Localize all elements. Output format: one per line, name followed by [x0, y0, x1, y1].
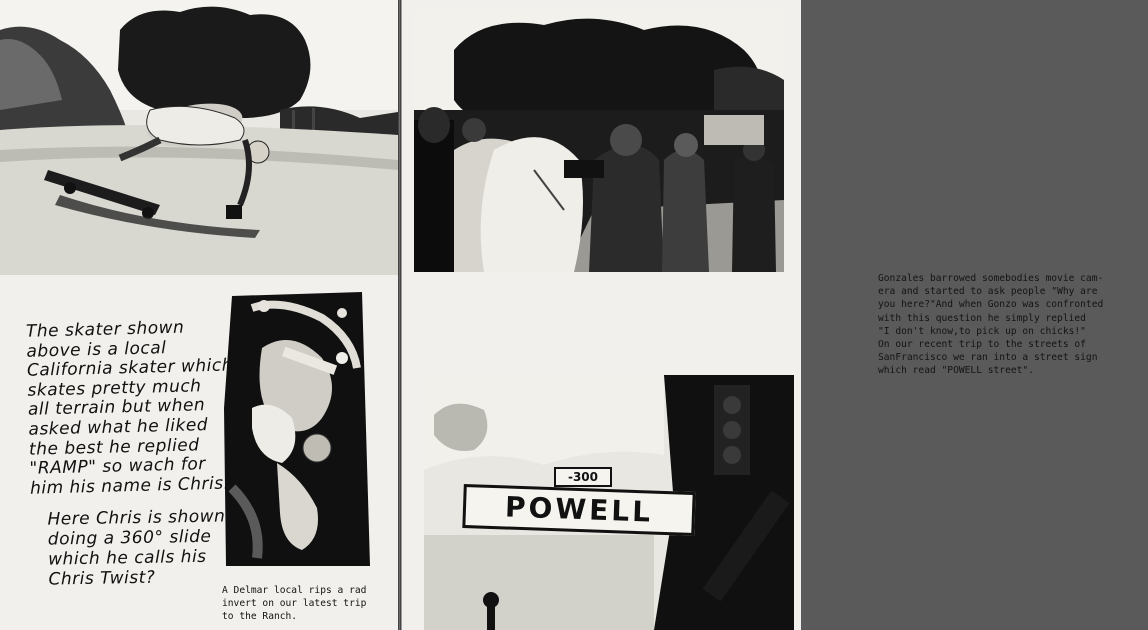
left-page: [0, 0, 399, 630]
right-page: [401, 0, 1104, 630]
text-line: "I don't know,to pick up on chicks!": [878, 325, 1086, 337]
crowd-photo: [414, 10, 784, 272]
invert-photo: [222, 288, 372, 570]
invert-caption: [222, 584, 387, 623]
text-line: Gonzales barrowed somebodies movie cam-: [878, 273, 1104, 284]
text-line: above is a local: [26, 337, 167, 362]
slide-caption: [47, 506, 228, 589]
sign-number-dash: -: [567, 470, 573, 484]
text-line: A Delmar local rips a rad: [222, 585, 367, 596]
text-line: doing a 360° slide: [47, 526, 212, 550]
text-line: era and started to ask people "Why are: [878, 286, 1098, 298]
sign-number-plate: [554, 467, 612, 487]
text-line: On our recent trip to the streets of: [878, 339, 1086, 351]
text-line: SanFrancisco we ran into a street sign: [878, 352, 1098, 364]
text-line: the best he replied: [28, 434, 200, 460]
text-line: Chris Twist?: [48, 567, 156, 590]
text-line: "RAMP" so wach for: [29, 454, 207, 479]
gonzo-story: [878, 272, 1148, 378]
text-line: with this question he simply replied: [878, 312, 1086, 324]
text-line: The skater shown: [25, 317, 185, 342]
text-line: invert on our latest trip: [222, 598, 367, 609]
text-line: you here?"And when Gonzo was confronted: [878, 299, 1104, 311]
text-line: skates pretty much: [27, 375, 202, 401]
text-line: California skater which: [26, 355, 234, 381]
powell-street-sign: [462, 484, 695, 536]
text-line: which read "POWELL street".: [878, 365, 1034, 377]
text-line: which he calls his: [48, 546, 207, 570]
text-line: all terrain but when: [27, 395, 206, 421]
skater-description: [26, 317, 241, 499]
text-line: to the Ranch.: [222, 611, 298, 622]
text-line: him his name is Chris.: [29, 473, 230, 499]
text-line: Here Chris is shown: [47, 506, 226, 530]
sign-label: POWELL: [504, 490, 654, 529]
text-line: asked what he liked: [28, 415, 209, 440]
skater-slide-photo: [0, 0, 398, 275]
sign-number: 300: [572, 470, 599, 484]
